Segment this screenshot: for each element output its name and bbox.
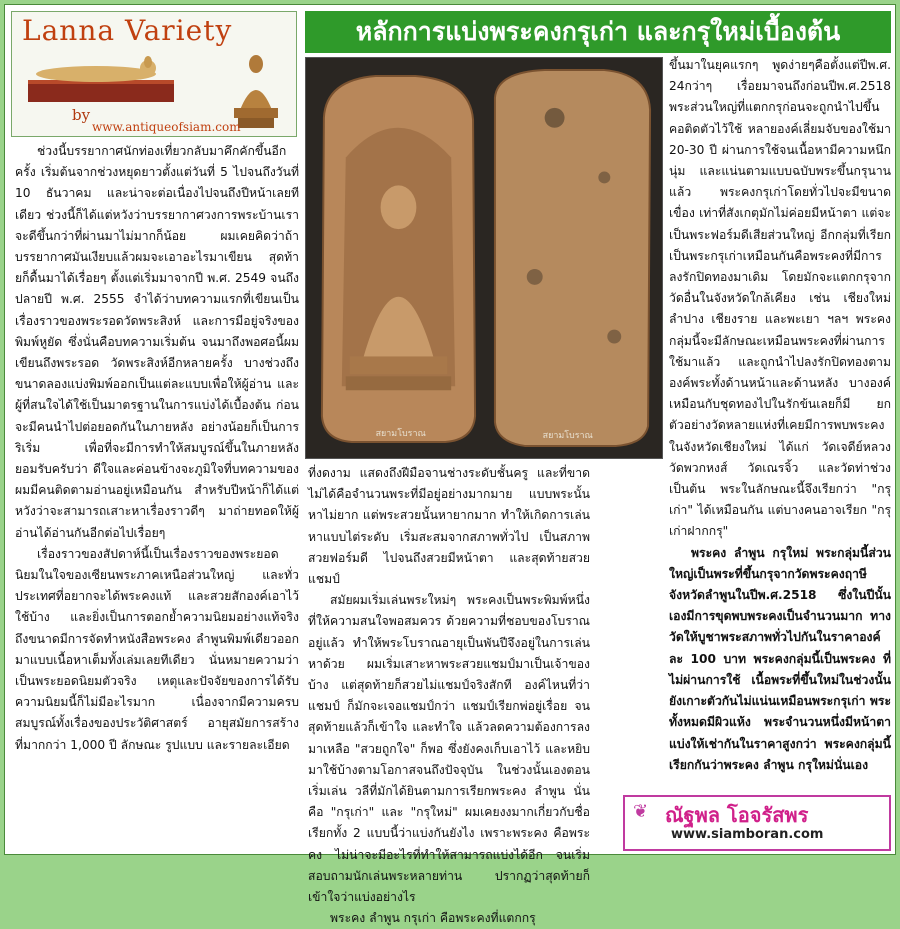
photo-watermark-left: สยามโบราณ <box>375 429 426 440</box>
article-column-1 <box>15 141 299 851</box>
article-page <box>4 4 896 926</box>
amulet-photo <box>305 57 663 459</box>
column3-paragraph-2: พระคง ลำพูน กรุใหม่ พระกลุ่มนี้ส่วนใหญ่เป็นพระที่ขึ้นกรุจากวัดพระคงฤาษี จังหวัดลำพูนในปีพ.ศ.2518 ซึ่งในปีนั้นเองมีการขุดพบพระคงเป็นจำนวนมาก ทางวัดให้บูชาพระสภาพทั่วไปกันในราคาองค์ละ 100 บาท พระคงกลุ่มนี้เป็นพระคง ที่ไม่ผ่านการใช้ เนื้อพระที่ขึ้นใหม่ในช่วงนั้นยังเกาะตัวกันไม่แน่นเหมือนพระกรุเก่า พระทั้งหมดมีผิวแห้ง พระจำนวนหนึ่งมีหน้าตาแบ่งให้เช่ากันในราคาสูงกว่า พระคงกลุ่มนี้เรียกกันว่าพระคง ลำพูน กรุใหม่นั่นเอง <box>669 545 891 772</box>
lanna-variety-logo <box>11 11 297 137</box>
author-name: ณัฐพล โอจรัสพร <box>665 803 809 827</box>
flourish-icon: ❦ <box>633 801 649 822</box>
article-column-3 <box>669 55 891 772</box>
column3-paragraph-1: ขึ้นมาในยุคแรกๆ พูดง่ายๆคือตั้งแต่ปีพ.ศ. 24กว่าๆ เรื่อยมาจนถึงก่อนปีพ.ศ.2518 พระส่วนใหญ่ที่แตกกรุก่อนจะถูกนำไปขึ้นคอติดตัวไว้ใช้ หลายองค์เลี่ยมจับของใช้มา 20-30 ปี ผ่านการใช้จนเนื้อหามีความหนึกนุ่ม และแน่นตามแบบฉบับพระขึ้นกรุนานแล้ว พระคงกรุเก่าโดยทั่วไปจะมีขนาดเขื่อง เท่าที่สังเกตุมักไม่ค่อยมีหน้าตา แต่จะเป็นพระฟอร์มดีเสียส่วนใหญ่ อีกกลุ่มที่เรียกเป็นพระกรุเก่าเหมือนกันคือพระคงที่มีการลงรักปิดทองมาเดิม โดยมักจะแตกกรุจากวัดอื่นในจังหวัดใกล้เคียง เช่น เชียงใหม่ ลำปาง เชียงราย และพะเยา ฯลฯ พระคงกลุ่มนี้จะมีลักษณะเหมือนพระคงที่ผ่านการใช้มาแล้ว และถูกนำไปลงรักปิดทองตามองค์พระทั้งด้านหน้าและด้านหลัง บางองค์เหมือนกับชุดทองไปในรักข้นเลยก็มี ยกตัวอย่างวัดหลายแห่งที่เคยมีการพบพระคงในจังหวัดเชียงใหม่ ได้แก่ วัดเจดีย์หลวง วัดพวกหงส์ วัดเณรจิ้ว และวัดท่าช่วงเป็นต้น พระในลักษณะนี้จึงเรียกว่า "กรุเก่า" ได้เหมือนกัน แต่บางคนอาจเรียก "กรุเก่าฝากกรุ" <box>669 58 891 539</box>
logo-by: by <box>72 106 91 124</box>
photo-watermark-right: สยามโบราณ <box>542 430 593 441</box>
article-column-2 <box>308 463 590 926</box>
seated-buddha-image <box>226 50 286 130</box>
author-box <box>623 795 891 851</box>
logo-url: www.antiqueofsiam.com <box>92 120 241 134</box>
column1-paragraph-2: เรื่องราวของสัปดาห์นี้เป็นเรื่องราวของพระยอดนิยมในใจของเซียนพระภาคเหนือส่วนใหญ่ และทั่วประเทศที่อยากจะได้พระคงแท้ และสวยสักองค์เอาไว้ใช้บ้าง และยิ่งเป็นการตอกย้ำความนิยมอย่างแท้จริง ถึงขนาดมีการจัดทำหนังสือพระคง ลำพูนพิมพ์เดียวออกมาแบบเนื้อหาเต็มทั้งเล่มเลยทีเดียว นั่นหมายความว่า เป็นพระยอดนิยมตัวจริง เหตุและปัจจัยของการได้รับความนิยมนี้ก็ไม่มีอะไรมาก เนื่องจากมีความครบสมบูรณ์ทั้งเรื่องของประวัติศาสตร์ อายุสมัยการสร้างที่มากกว่า 1,000 ปี ลักษณะ รูปแบบ และรายละเอียด <box>15 546 299 752</box>
column2-paragraph-3: พระคง ลำพูน กรุเก่า คือพระคงที่แตกกรุ <box>330 911 536 926</box>
column2-paragraph-1: ที่งดงาม แสดงถึงฝีมือจานช่างระดับชั้นครู และที่ขาดไม่ได้คือจำนวนพระที่มีอยู่อย่างมากมาย แบบพระนั้นหาไม่ยาก แต่พระสวยนั้นหายากมาก ทำให้เกิดการเล่นหาแบบไต่ระดับ เริ่มสะสมจากสภาพทั่วไป เป็นสภาพสวยฟอร์มดี ไปจนถึงสวยมีหน้าตา และสุดท้ายสวยแชมป์ <box>308 466 590 587</box>
column2-paragraph-2: สมัยผมเริ่มเล่นพระใหม่ๆ พระคงเป็นพระพิมพ์หนึ่งที่ให้ความสนใจพอสมควร ด้วยความที่ชอบของโบราณอยู่แล้ว ทำให้พระโบราณอายุเป็นพันปีจึงอยู่ในการเล่นหาด้วย ผมเริ่มเสาะหาพระสวยแชมป์มาเป็นเจ้าของบ้าง แต่สุดท้ายก็สวยไม่แชมป์จริงสักที องค์ไหนที่ว่าแชมป์ ก็มักจะเจอแชมป์กว่า แชมป์เรียกพ่อยู่เรื่อย จนสุดท้ายแล้วก็เข้าใจ และทำใจ แล้วลดความต้องการลงมาเหลือ "สวยถูกใจ" ก็พอ ซึ่งยังคงเก็บเอาไว้ และหยิบมาใช้บ้างตามโอกาสจนถึงปัจจุบัน ในช่วงนั้นเองตอนเริ่มเล่น วลีที่มักได้ยินตามการเรียกพระคง ลำพูน นั่นคือ "กรุเก่า" และ "กรุใหม่" ผมเคยงงมากเกี่ยวกับชื่อเรียกทั้ง 2 แบบนี้ว่าแบ่งกันยังไง เพราะพระคง คือพระคง ไม่น่าจะมีอะไรที่ทำให้สามารถแบ่งได้อีก จนเริ่มสอบถามนักเล่นพระหลายท่าน ปรากฏว่าสุดท้ายก็เข้าใจว่าแบ่งอย่างไร <box>308 593 590 905</box>
logo-title: Lanna Variety <box>22 14 233 47</box>
column1-paragraph-1: ช่วงนี้บรรยากาศนักท่องเที่ยวกลับมาคึกคักขึ้นอีกครั้ง เริ่มต้นจากช่วงหยุดยาวตั้งแต่วันที่ 5 ไปจนถึงวันที่ 10 ธันวาคม และน่าจะต่อเนื่องไปจนถึงปีหน้าเลยทีเดียว ช่วงนี้ก็ได้แต่หวังว่าบรรยากาศวงการพระบ้านเราจะดีขึ้นกว่าที่ผ่านมาไม่มากก็น้อย ผมเคยคิดว่าถ้าบรรยากาศมันเงียบแล้วผมจะเอาอะไรมาเขียน สุดท้ายก็ดื้นมาได้เรื่อยๆ ตั้งแต่เริ่มมาจากปี พ.ศ. 2549 จนถึงปลายปี พ.ศ. 2555 จำได้ว่าบทความแรกที่เขียนเป็นเรื่องราวของพระรอดวัดพระสิงห์ และการมีอยู่จริงของพิมพ์หูยัด ซึ่งนั่นคือบทความเริ่มต้น จนมาถึงพอศอนี้ผมเขียนถึงพระรอด วัดพระสิงห์อีกหลายครั้ง บางช่วงถึงขนาดลองแบ่งพิมพ์ออกเป็นแต่ละแบบเพื่อให้ผู้อ่าน และผู้ที่สนใจได้ใช้เป็นมาตรฐานในการแบ่งได้เบื้องต้น ก่อนจะมีคนนำไปต่อยอดกันในภายหลัง อย่างน้อยก็เป็นการริเริ่ม เพื่อที่จะมีการทำให้สมบูรณ์ขึ้นในภายหลัง ยอมรับครับว่า ดีใจและค่อนข้างจะภูมิใจที่บทความของผมมีคนติดตามอ่านอยู่เหมือนกัน สำหรับปีหน้าก็ได้แต่หวังว่าจะสามารถเสาะหาเรื่องราวดีๆ มาถ่ายทอดให้ผู้อ่านได้อ่านกันอีกต่อไปเรื่อยๆ <box>15 144 299 540</box>
article-title: หลักการแบ่งพระคงกรุเก่า และกรุใหม่เบื้องต้น <box>305 11 891 53</box>
reclining-buddha-image <box>26 54 176 104</box>
author-url[interactable]: www.siamboran.com <box>671 827 824 842</box>
